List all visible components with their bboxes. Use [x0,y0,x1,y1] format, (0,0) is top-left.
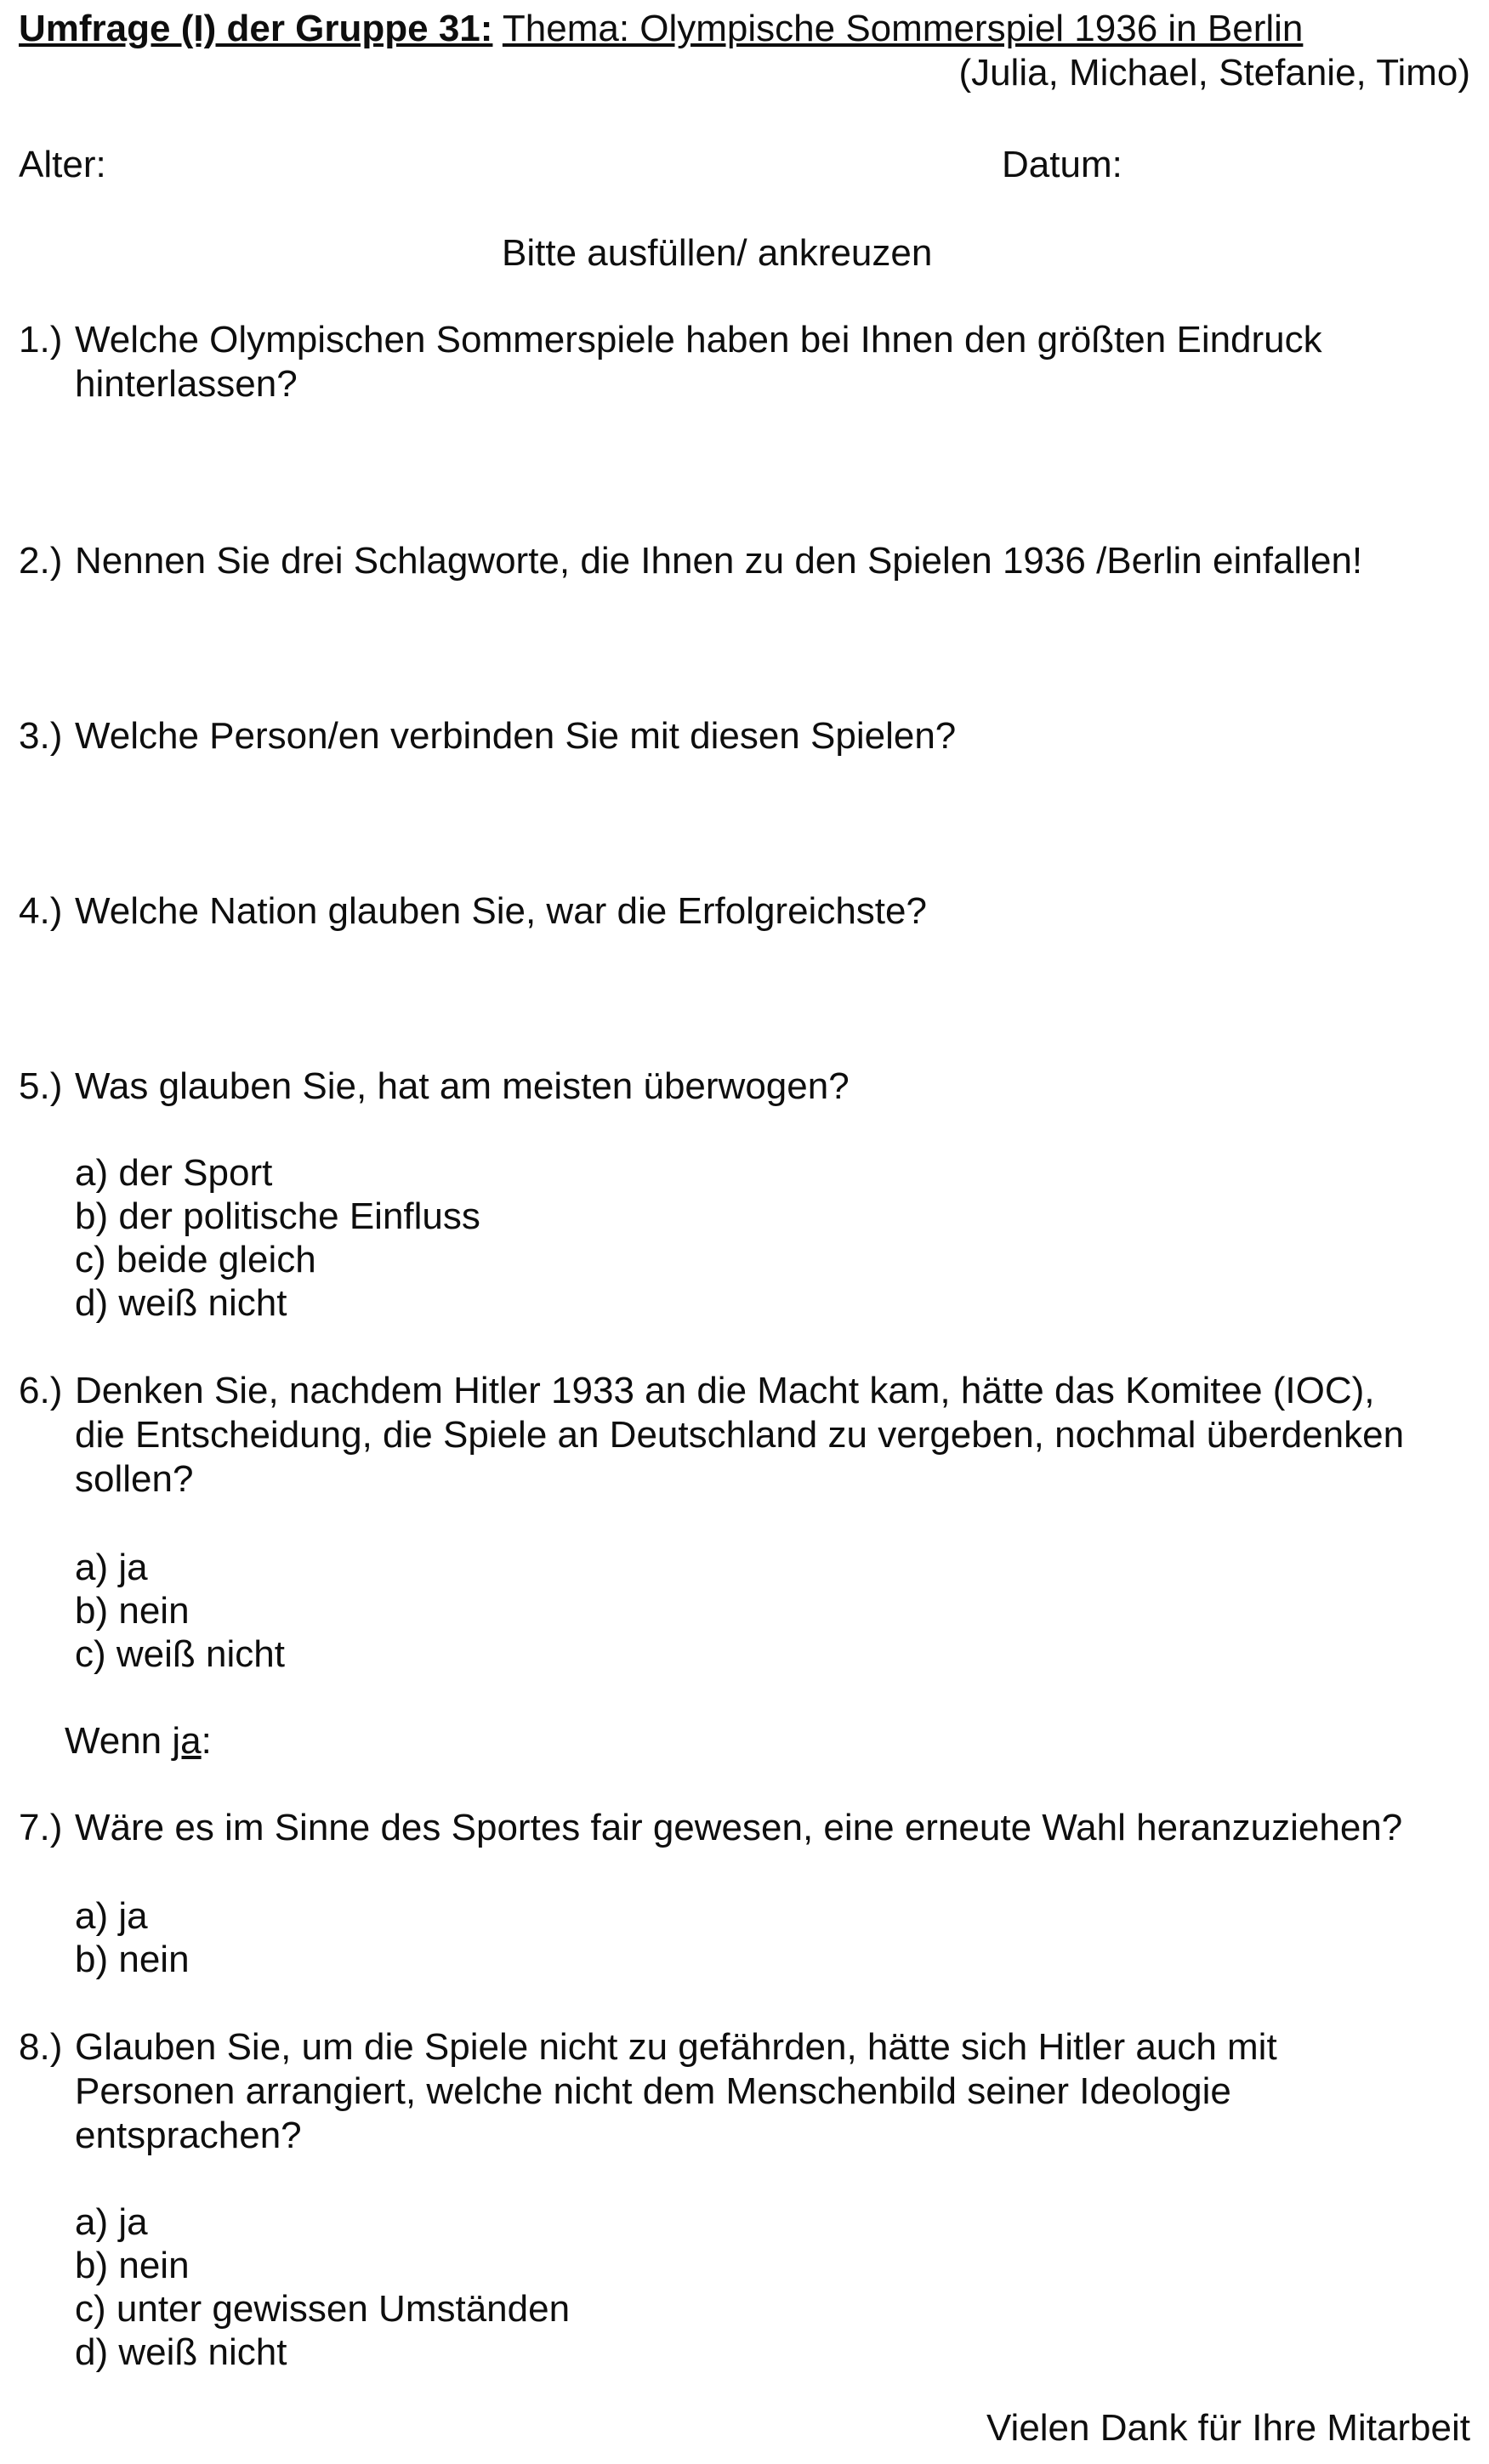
question-4 [19,889,1464,934]
question-text-cont: die Entscheidung, die Spiele an Deutschland zu vergeben, nochmal überdenken [75,1414,1405,1456]
question-number: 8.) [19,2026,63,2068]
question-number: 5.) [19,1065,63,1107]
question-text: Was glauben Sie, hat am meisten überwogen? [75,1065,850,1107]
option-7a[interactable]: a) ja [75,1895,148,1937]
option-6a[interactable]: a) ja [75,1547,148,1588]
instruction: Bitte ausfüllen/ ankreuzen [502,232,933,274]
option-5c[interactable]: c) beide gleich [75,1239,316,1280]
question-text: Nennen Sie drei Schlagworte, die Ihnen zu den Spielen 1936 /Berlin einfallen! [75,540,1363,582]
option-8d[interactable]: d) weiß nicht [75,2331,287,2373]
question-text: Wäre es im Sinne des Sportes fair gewesen, eine erneute Wahl heranzuziehen? [75,1807,1403,1848]
question-number: 4.) [19,890,63,932]
thank-you-note: Vielen Dank für Ihre Mitarbeit [986,2407,1470,2449]
question-text-cont: Personen arrangiert, welche nicht dem Menschenbild seiner Ideologie [75,2070,1231,2112]
option-5b[interactable]: b) der politische Einfluss [75,1195,480,1237]
question-text: Glauben Sie, um die Spiele nicht zu gefährden, hätte sich Hitler auch mit [75,2026,1277,2068]
question-6 [19,1369,1464,1502]
question-5 [19,1065,1464,1109]
age-label: Alter: [19,144,106,185]
option-7b[interactable]: b) nein [75,1939,190,1980]
question-text: Denken Sie, nachdem Hitler 1933 an die Macht kam, hätte das Komitee (IOC), [75,1370,1375,1411]
conditional-label [65,1719,212,1763]
question-text-cont: sollen? [75,1458,194,1500]
question-text-cont: entsprachen? [75,2115,302,2156]
question-number: 6.) [19,1370,63,1411]
authors: (Julia, Michael, Stefanie, Timo) [958,52,1470,94]
question-8 [19,2025,1464,2158]
date-label: Datum: [1002,144,1122,185]
question-number: 3.) [19,715,63,757]
page-title [19,7,1303,51]
question-3 [19,714,1464,758]
question-2 [19,539,1464,583]
conditional-suffix: : [201,1720,212,1762]
title-group-label: Umfrage (I) der Gruppe 31: [19,8,493,49]
question-number: 7.) [19,1807,63,1848]
question-text: Welche Nation glauben Sie, war die Erfolgreichste? [75,890,927,932]
question-number: 1.) [19,319,63,361]
question-7 [19,1806,1464,1850]
conditional-emph: ja [172,1720,202,1762]
option-5d[interactable]: d) weiß nicht [75,1282,287,1324]
option-5a[interactable]: a) der Sport [75,1152,273,1194]
option-8a[interactable]: a) ja [75,2201,148,2243]
option-6b[interactable]: b) nein [75,1590,190,1632]
option-8c[interactable]: c) unter gewissen Umständen [75,2288,571,2330]
question-text: Welche Person/en verbinden Sie mit diesen Spielen? [75,715,957,757]
option-6c[interactable]: c) weiß nicht [75,1633,285,1675]
question-number: 2.) [19,540,63,582]
question-text-cont: hinterlassen? [75,363,298,405]
question-text: Welche Olympischen Sommerspiele haben bei Ihnen den größten Eindruck [75,319,1322,361]
title-topic: Thema: Olympische Sommerspiel 1936 in Berlin [502,8,1304,49]
option-8b[interactable]: b) nein [75,2245,190,2286]
question-1 [19,318,1464,406]
conditional-prefix: Wenn [65,1720,173,1762]
